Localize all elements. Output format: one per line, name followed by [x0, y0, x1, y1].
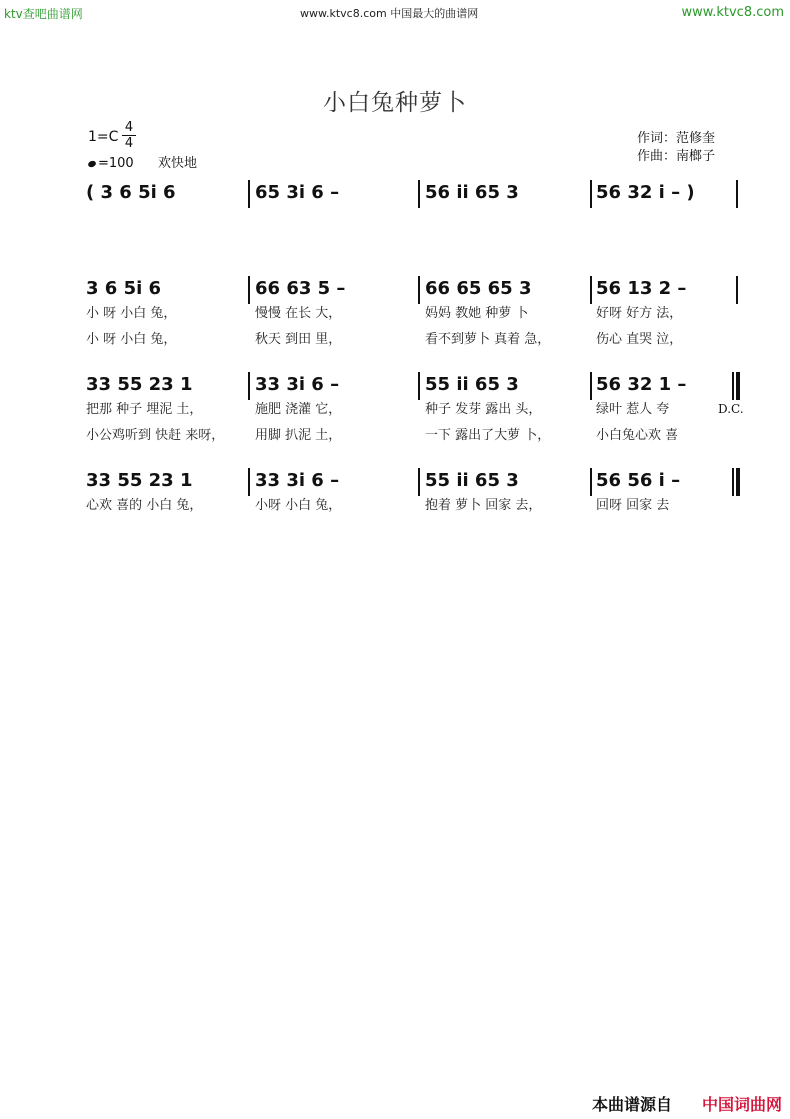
measure: 56 32 1 – — [596, 374, 687, 395]
barline — [418, 372, 420, 400]
final-barline — [736, 468, 740, 496]
lyric-verse2: 小白兔心欢 喜 — [596, 428, 679, 443]
lyric-verse2: 小公鸡听到 快赶 来呀， — [86, 428, 225, 443]
lyric-verse2: 伤心 直哭 泣， — [596, 332, 683, 347]
barline — [418, 468, 420, 496]
lyric-verse1: 把那 种子 埋泥 土， — [86, 402, 203, 417]
lyricist-credit: 作词：范修奎 — [637, 131, 716, 146]
measure: 56 32 i – ) — [596, 182, 695, 203]
barline — [248, 276, 250, 304]
footer-source-label: 本曲谱源自 — [591, 1095, 672, 1114]
barline — [590, 372, 592, 400]
barline — [590, 180, 592, 208]
lyric-verse1: 慢慢 在长 大， — [255, 306, 342, 321]
measure: 55 ii 65 3 — [425, 470, 519, 491]
time-signature — [122, 120, 136, 151]
measure: 65 3i 6 – — [255, 182, 340, 203]
measure: 33 55 23 1 — [86, 470, 193, 491]
barline — [732, 372, 734, 400]
lyric-verse1: 妈妈 教她 种萝 卜 — [425, 306, 529, 321]
lyric-verse2: 小 呀 小白 兔， — [86, 332, 177, 347]
lyric-verse1: 抱着 萝卜 回家 去， — [425, 498, 542, 513]
measure: 55 ii 65 3 — [425, 374, 519, 395]
final-barline — [736, 372, 740, 400]
lyric-verse1: 种子 发芽 露出 头， — [425, 402, 542, 417]
measure: 33 3i 6 – — [255, 374, 340, 395]
lyric-verse1: 回呀 回家 去 — [596, 498, 670, 513]
lyric-verse1: 绿叶 惹人 夸 — [596, 402, 670, 417]
lyric-verse2: 看不到萝卜 真着 急， — [425, 332, 551, 347]
key-signature: 1=C — [88, 129, 119, 145]
speed-marking: 欢快地 — [158, 156, 198, 171]
time-signature-denominator: 4 — [122, 135, 136, 151]
lyric-verse2: 一下 露出了大萝 卜， — [425, 428, 551, 443]
lyric-verse1: 施肥 浇灌 它， — [255, 402, 342, 417]
barline — [418, 276, 420, 304]
lyric-verse1: 小呀 小白 兔， — [255, 498, 342, 513]
composer-credit: 作曲：南榔子 — [637, 149, 716, 164]
barline — [418, 180, 420, 208]
measure: 66 63 5 – — [255, 278, 346, 299]
measure: 33 55 23 1 — [86, 374, 193, 395]
lyric-verse1: 好呀 好方 法， — [596, 306, 683, 321]
measure: 3 6 5i 6 — [86, 278, 162, 299]
da-capo-marking: D.C. — [718, 402, 744, 416]
measure: 56 ii 65 3 — [425, 182, 519, 203]
lyric-verse2: 秋天 到田 里， — [255, 332, 342, 347]
barline — [736, 276, 738, 304]
measure: 66 65 65 3 — [425, 278, 532, 299]
site-name-left[interactable]: ktv查吧曲谱网 — [4, 7, 83, 21]
footer-site-link[interactable]: 中国词曲网 — [701, 1095, 782, 1114]
tempo-marking — [88, 156, 134, 171]
quarter-note-icon — [87, 160, 97, 168]
barline — [732, 468, 734, 496]
lyric-verse1: 小 呀 小白 兔， — [86, 306, 177, 321]
lyric-verse2: 用脚 扒泥 土， — [255, 428, 342, 443]
song-title: 小白兔种萝卜 — [323, 90, 467, 116]
barline — [248, 372, 250, 400]
barline — [736, 180, 738, 208]
site-url-right[interactable]: www.ktvc8.com — [681, 5, 784, 20]
barline — [590, 276, 592, 304]
time-signature-numerator: 4 — [124, 120, 134, 135]
barline — [248, 468, 250, 496]
measure: 33 3i 6 – — [255, 470, 340, 491]
measure: ( 3 6 5i 6 — [86, 182, 176, 203]
barline — [248, 180, 250, 208]
barline — [590, 468, 592, 496]
tempo-value: =100 — [98, 156, 134, 171]
site-url-center[interactable]: www.ktvc8.com 中国最大的曲谱网 — [300, 7, 479, 20]
lyric-verse1: 心欢 喜的 小白 兔， — [86, 498, 203, 513]
measure: 56 56 i – — [596, 470, 681, 491]
measure: 56 13 2 – — [596, 278, 687, 299]
